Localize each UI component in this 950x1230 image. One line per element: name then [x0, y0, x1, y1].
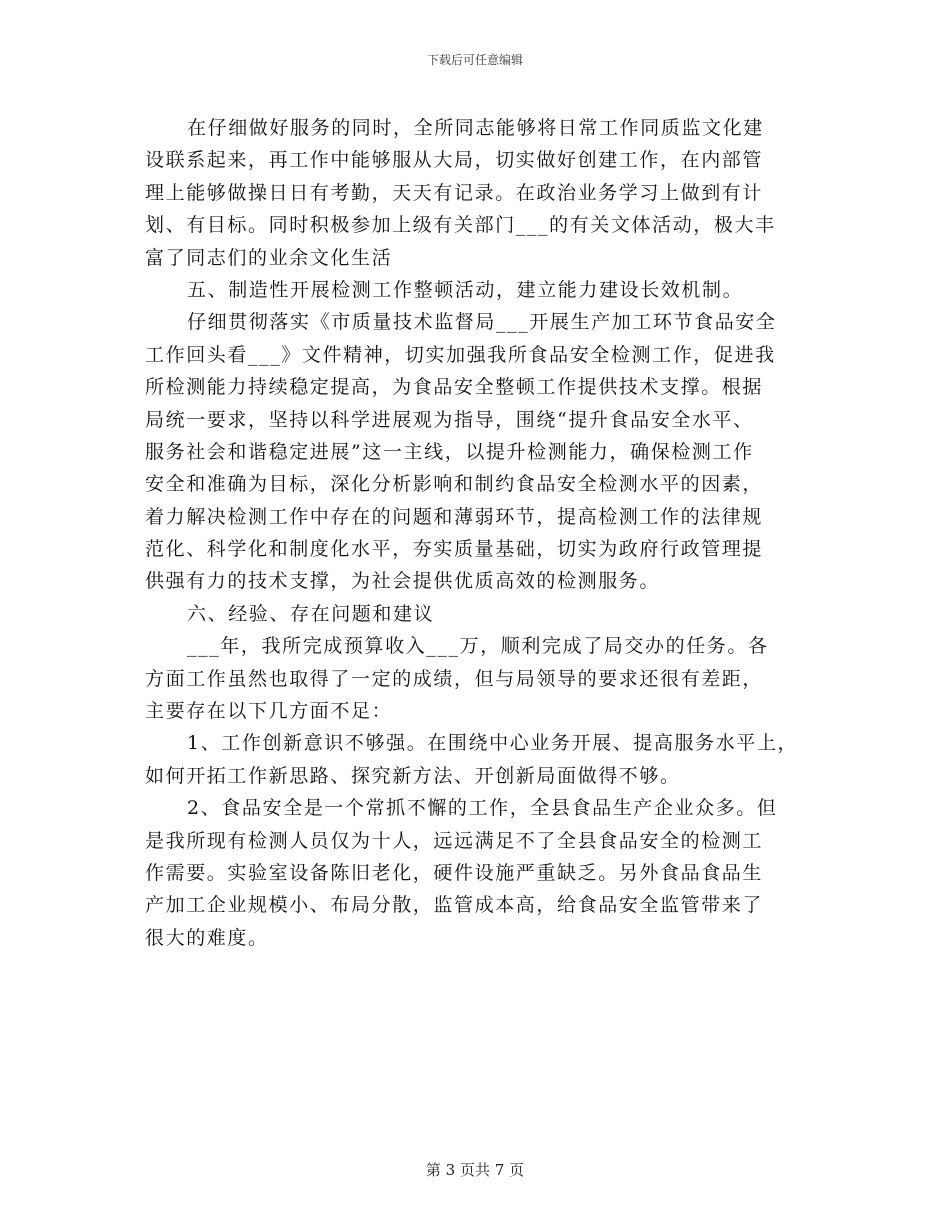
text-line: 产加工企业规模小、布局分散，监管成本高，给食品安全监管带来了 [145, 894, 764, 917]
text-line: 工作回头看___》文件精神，切实加强我所食品安全检测工作，促进我 [145, 343, 776, 366]
text-line: 局统一要求，坚持以科学进展观为指导，围绕“提升食品安全水平、 [145, 408, 754, 431]
text-line: 作需要。实验室设备陈旧老化，硬件设施严重缺乏。另外食品食品生 [145, 861, 764, 884]
text-line: 供强有力的技术支撑，为社会提供优质高效的检测服务。 [145, 570, 661, 593]
text-line: 范化、科学化和制度化水平，夯实质量基础，切实为政府行政管理提 [145, 538, 764, 561]
text-line: 着力解决检测工作中存在的问题和薄弱环节，提高检测工作的法律规 [145, 505, 764, 528]
text-line: ___年，我所完成预算收入___万，顺利完成了局交办的任务。各 [187, 635, 769, 658]
page-header: 下载后可任意编辑 [426, 53, 523, 67]
text-line: 五、制造性开展检测工作整顿活动，建立能力建设长效机制。 [187, 278, 744, 301]
text-line: 1、工作创新意识不够强。在围绕中心业务开展、提高服务水平上， [187, 732, 799, 755]
text-line: 安全和准确为目标，深化分析影响和制约食品安全检测水平的因素， [145, 473, 764, 496]
text-line: 如何开拓工作新思路、探究新方法、开创新局面做得不够。 [145, 764, 681, 787]
text-line: 主要存在以下几方面不足： [145, 700, 393, 723]
text-line: 在仔细做好服务的同时，全所同志能够将日常工作同质监文化建 [187, 117, 764, 139]
text-line: 划、有目标。同时积极参加上级有关部门___的有关文体活动，极大丰 [145, 214, 776, 237]
text-line: 2、食品安全是一个常抓不懈的工作，全县食品生产企业众多。但 [187, 797, 778, 820]
text-line: 理上能够做操日日有考勤，天天有记录。在政治业务学习上做到有计 [145, 181, 764, 204]
text-line: 六、经验、存在问题和建议 [187, 602, 435, 625]
body-text [145, 112, 825, 954]
text-line: 富了同志们的业余文化生活 [145, 246, 393, 269]
text-line: 仔细贯彻落实《市质量技术监督局___开展生产加工环节食品安全 [187, 311, 777, 334]
text-line: 设联系起来，再工作中能够服从大局，切实做好创建工作，在内部管 [145, 149, 764, 172]
text-line: 很大的难度。 [145, 926, 269, 949]
text-line: 服务社会和谐稳定进展”这一主线，以提升检测能力，确保检测工作 [145, 440, 754, 463]
text-line: 所检测能力持续稳定提高，为食品安全整顿工作提供技术支撑。根据 [145, 376, 764, 399]
text-line: 方面工作虽然也取得了一定的成绩，但与局领导的要求还很有差距， [145, 667, 764, 690]
page-footer: 第 3 页共 7 页 [425, 1161, 525, 1179]
text-line: 是我所现有检测人员仅为十人，远远满足不了全县食品安全的检测工 [145, 829, 764, 852]
